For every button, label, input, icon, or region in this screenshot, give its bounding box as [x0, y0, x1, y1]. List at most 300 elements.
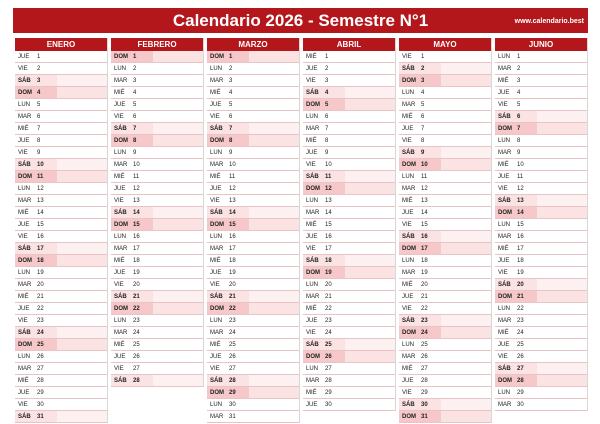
day-row: [399, 387, 491, 399]
weekday-label: DOM: [495, 207, 517, 218]
note-space: [345, 231, 395, 242]
day-number: 19: [325, 267, 345, 278]
weekday-label: MIÉ: [114, 258, 125, 264]
weekday-label: SÁB: [15, 75, 37, 86]
note-space: [153, 195, 203, 206]
note-space: [537, 207, 587, 218]
weekday-label: LUN: [114, 150, 127, 156]
weekday-label: DOM: [15, 87, 37, 98]
weekday-label: MAR: [210, 330, 224, 336]
weekday-label: LUN: [210, 402, 223, 408]
day-number: 6: [133, 114, 137, 120]
day-row: [207, 291, 299, 303]
day-number: 2: [37, 66, 41, 72]
note-space: [441, 327, 491, 338]
day-row: [207, 183, 299, 195]
day-row: [495, 171, 587, 183]
day-row: [207, 99, 299, 111]
day-number: 26: [229, 354, 236, 360]
weekday-label: LUN: [18, 102, 31, 108]
note-space: [345, 123, 395, 134]
weekday-label: SÁB: [399, 399, 421, 410]
day-number: 12: [421, 186, 428, 192]
day-number: 11: [421, 174, 428, 180]
day-number: 28: [229, 375, 249, 386]
weekday-label: MAR: [402, 186, 416, 192]
day-number: 22: [421, 306, 428, 312]
day-row: [15, 99, 107, 111]
day-row: [207, 303, 299, 315]
day-row: [399, 267, 491, 279]
weekday-label: MIÉ: [306, 222, 317, 228]
day-row: [399, 327, 491, 339]
day-number: 10: [133, 162, 140, 168]
day-number: 19: [517, 270, 524, 276]
day-number: 9: [229, 150, 233, 156]
weekday-label: MIÉ: [18, 378, 29, 384]
day-number: 3: [325, 78, 329, 84]
day-row: [15, 63, 107, 75]
month-column-enero: [15, 38, 108, 423]
day-row: [15, 159, 107, 171]
note-space: [441, 183, 491, 194]
day-number: 20: [229, 282, 236, 288]
note-space: [345, 267, 395, 278]
day-number: 3: [229, 78, 233, 84]
note-space: [537, 351, 587, 362]
note-space: [57, 267, 107, 278]
day-row: [495, 399, 587, 411]
weekday-label: VIE: [498, 186, 508, 192]
day-number: 4: [517, 90, 521, 96]
note-space: [537, 195, 587, 206]
weekday-label: MIÉ: [498, 330, 509, 336]
day-row: [207, 363, 299, 375]
day-number: 19: [133, 270, 140, 276]
day-row: [111, 351, 203, 363]
weekday-label: MAR: [210, 414, 224, 420]
day-row: [15, 279, 107, 291]
weekday-label: LUN: [402, 342, 415, 348]
day-number: 26: [325, 351, 345, 362]
weekday-label: JUE: [402, 378, 414, 384]
day-number: 12: [229, 186, 236, 192]
day-number: 13: [325, 198, 332, 204]
note-space: [57, 351, 107, 362]
weekday-label: MAR: [18, 282, 32, 288]
day-number: 24: [133, 330, 140, 336]
day-number: 1: [325, 54, 329, 60]
weekday-label: DOM: [111, 51, 133, 62]
note-space: [537, 111, 587, 122]
weekday-label: JUE: [306, 150, 318, 156]
day-number: 2: [325, 66, 329, 72]
day-row: [399, 111, 491, 123]
note-space: [153, 63, 203, 74]
day-row: [111, 231, 203, 243]
weekday-label: LUN: [306, 282, 319, 288]
day-number: 16: [133, 234, 140, 240]
day-row: [15, 291, 107, 303]
note-space: [441, 87, 491, 98]
day-number: 31: [229, 414, 236, 420]
note-space: [345, 135, 395, 146]
day-row: [111, 195, 203, 207]
weekday-label: SÁB: [303, 87, 325, 98]
note-space: [537, 327, 587, 338]
day-row: [399, 375, 491, 387]
day-number: 27: [325, 366, 332, 372]
day-number: 4: [325, 87, 345, 98]
note-space: [57, 255, 107, 266]
day-number: 1: [229, 51, 249, 62]
day-row: [399, 183, 491, 195]
day-number: 16: [421, 231, 441, 242]
weekday-label: MIÉ: [18, 126, 29, 132]
weekday-label: VIE: [114, 282, 124, 288]
weekday-label: JUE: [498, 342, 510, 348]
day-row: [399, 75, 491, 87]
day-row: [15, 363, 107, 375]
weekday-label: SÁB: [303, 339, 325, 350]
day-number: 24: [229, 330, 236, 336]
weekday-label: LUN: [498, 306, 511, 312]
day-number: 28: [37, 378, 44, 384]
day-number: 24: [421, 327, 441, 338]
note-space: [345, 159, 395, 170]
weekday-label: MIÉ: [402, 282, 413, 288]
weekday-label: VIE: [210, 114, 220, 120]
note-space: [57, 399, 107, 410]
day-number: 21: [517, 291, 537, 302]
day-row: [111, 243, 203, 255]
day-row: [495, 267, 587, 279]
day-row: [495, 255, 587, 267]
weekday-label: LUN: [18, 186, 31, 192]
day-number: 17: [229, 246, 236, 252]
weekday-label: MAR: [210, 162, 224, 168]
month-column-febrero: [111, 38, 204, 387]
month-header: MARZO: [207, 38, 299, 51]
note-space: [57, 111, 107, 122]
day-number: 2: [517, 66, 521, 72]
day-row: [207, 51, 299, 63]
day-number: 12: [133, 186, 140, 192]
day-number: 11: [37, 171, 57, 182]
note-space: [57, 51, 107, 62]
day-row: [399, 123, 491, 135]
weekday-label: MAR: [402, 102, 416, 108]
weekday-label: MIÉ: [210, 342, 221, 348]
note-space: [345, 111, 395, 122]
day-number: 18: [133, 258, 140, 264]
weekday-label: LUN: [114, 66, 127, 72]
weekday-label: MAR: [114, 78, 128, 84]
day-row: [303, 111, 395, 123]
note-space: [57, 387, 107, 398]
day-row: [15, 147, 107, 159]
day-row: [111, 171, 203, 183]
note-space: [345, 183, 395, 194]
weekday-label: DOM: [303, 351, 325, 362]
day-row: [15, 135, 107, 147]
weekday-label: JUE: [402, 294, 414, 300]
note-space: [441, 375, 491, 386]
day-number: 25: [37, 339, 57, 350]
day-row: [303, 135, 395, 147]
day-number: 22: [517, 306, 524, 312]
day-row: [399, 207, 491, 219]
weekday-label: JUE: [210, 102, 222, 108]
day-row: [111, 267, 203, 279]
note-space: [57, 159, 107, 170]
day-row: [111, 339, 203, 351]
day-number: 13: [421, 198, 428, 204]
month-column-abril: [303, 38, 396, 411]
day-number: 12: [517, 186, 524, 192]
note-space: [153, 75, 203, 86]
note-space: [537, 363, 587, 374]
day-row: [399, 51, 491, 63]
weekday-label: DOM: [303, 267, 325, 278]
note-space: [249, 363, 299, 374]
day-row: [207, 135, 299, 147]
weekday-label: DOM: [207, 303, 229, 314]
note-space: [441, 231, 491, 242]
weekday-label: DOM: [15, 255, 37, 266]
day-number: 25: [133, 342, 140, 348]
day-number: 8: [229, 135, 249, 146]
day-number: 9: [37, 150, 41, 156]
note-space: [441, 279, 491, 290]
note-space: [345, 219, 395, 230]
day-number: 20: [517, 279, 537, 290]
day-row: [207, 243, 299, 255]
note-space: [57, 135, 107, 146]
day-number: 4: [421, 90, 425, 96]
note-space: [537, 315, 587, 326]
note-space: [249, 207, 299, 218]
note-space: [441, 159, 491, 170]
day-row: [15, 375, 107, 387]
weekday-label: JUE: [210, 186, 222, 192]
weekday-label: VIE: [306, 330, 316, 336]
weekday-label: VIE: [402, 390, 412, 396]
weekday-label: SÁB: [495, 111, 517, 122]
day-number: 31: [421, 411, 441, 422]
day-number: 21: [325, 294, 332, 300]
day-number: 2: [133, 66, 137, 72]
day-number: 2: [229, 66, 233, 72]
day-row: [495, 87, 587, 99]
month-header: MAYO: [399, 38, 491, 51]
note-space: [153, 267, 203, 278]
day-number: 23: [229, 318, 236, 324]
months-grid: [15, 38, 587, 420]
note-space: [57, 363, 107, 374]
note-space: [345, 75, 395, 86]
day-row: [303, 339, 395, 351]
note-space: [537, 219, 587, 230]
day-row: [495, 351, 587, 363]
weekday-label: VIE: [306, 162, 316, 168]
weekday-label: JUE: [18, 138, 30, 144]
day-number: 28: [517, 375, 537, 386]
weekday-label: MAR: [498, 66, 512, 72]
note-space: [249, 351, 299, 362]
day-number: 3: [421, 75, 441, 86]
note-space: [441, 51, 491, 62]
weekday-label: JUE: [18, 54, 30, 60]
day-row: [111, 363, 203, 375]
day-number: 22: [37, 306, 44, 312]
note-space: [345, 399, 395, 410]
day-number: 1: [133, 51, 153, 62]
weekday-label: SÁB: [303, 171, 325, 182]
weekday-label: SÁB: [15, 243, 37, 254]
day-row: [15, 75, 107, 87]
day-number: 18: [229, 258, 236, 264]
weekday-label: MAR: [114, 330, 128, 336]
day-number: 4: [133, 90, 137, 96]
weekday-label: LUN: [402, 258, 415, 264]
note-space: [57, 315, 107, 326]
weekday-label: SÁB: [207, 291, 229, 302]
weekday-label: JUE: [402, 210, 414, 216]
day-number: 10: [421, 159, 441, 170]
weekday-label: VIE: [18, 150, 28, 156]
day-number: 7: [229, 123, 249, 134]
day-row: [303, 279, 395, 291]
note-space: [57, 291, 107, 302]
weekday-label: LUN: [306, 198, 319, 204]
note-space: [441, 363, 491, 374]
day-row: [303, 327, 395, 339]
weekday-label: MIÉ: [18, 294, 29, 300]
day-number: 22: [133, 303, 153, 314]
weekday-label: SÁB: [399, 147, 421, 158]
day-row: [207, 123, 299, 135]
website-link[interactable]: www.calendario.best: [514, 18, 584, 25]
day-number: 20: [37, 282, 44, 288]
day-number: 8: [517, 138, 521, 144]
note-space: [345, 375, 395, 386]
day-row: [207, 279, 299, 291]
day-number: 30: [37, 402, 44, 408]
day-number: 14: [421, 210, 428, 216]
note-space: [441, 399, 491, 410]
day-row: [303, 243, 395, 255]
day-row: [495, 159, 587, 171]
day-row: [15, 171, 107, 183]
day-number: 7: [133, 123, 153, 134]
note-space: [249, 291, 299, 302]
month-column-marzo: [207, 38, 300, 423]
day-row: [111, 75, 203, 87]
weekday-label: JUE: [18, 390, 30, 396]
weekday-label: LUN: [306, 114, 319, 120]
page-title: Calendario 2026 - Semestre N°1: [172, 11, 429, 30]
day-row: [399, 135, 491, 147]
day-row: [303, 231, 395, 243]
weekday-label: MAR: [306, 378, 320, 384]
day-number: 25: [517, 342, 524, 348]
day-number: 28: [421, 378, 428, 384]
weekday-label: MAR: [306, 210, 320, 216]
day-number: 9: [325, 150, 329, 156]
day-row: [15, 111, 107, 123]
weekday-label: MAR: [18, 366, 32, 372]
day-row: [303, 375, 395, 387]
weekday-label: VIE: [498, 354, 508, 360]
day-row: [111, 159, 203, 171]
note-space: [153, 339, 203, 350]
weekday-label: VIE: [402, 54, 412, 60]
note-space: [249, 75, 299, 86]
weekday-label: MIÉ: [498, 246, 509, 252]
day-row: [303, 51, 395, 63]
day-number: 15: [421, 222, 428, 228]
day-number: 15: [229, 219, 249, 230]
day-number: 5: [229, 102, 233, 108]
day-number: 7: [325, 126, 329, 132]
weekday-label: MAR: [498, 402, 512, 408]
day-number: 10: [325, 162, 332, 168]
day-row: [15, 351, 107, 363]
day-number: 6: [325, 114, 329, 120]
day-row: [111, 111, 203, 123]
weekday-label: JUE: [498, 90, 510, 96]
note-space: [249, 87, 299, 98]
day-number: 23: [133, 318, 140, 324]
weekday-label: DOM: [399, 243, 421, 254]
day-number: 26: [133, 354, 140, 360]
weekday-label: LUN: [210, 318, 223, 324]
day-row: [207, 399, 299, 411]
day-row: [399, 231, 491, 243]
day-row: [207, 231, 299, 243]
day-number: 27: [133, 366, 140, 372]
day-row: [207, 87, 299, 99]
note-space: [153, 327, 203, 338]
day-number: 27: [37, 366, 44, 372]
day-row: [303, 87, 395, 99]
note-space: [537, 87, 587, 98]
note-space: [57, 87, 107, 98]
note-space: [249, 135, 299, 146]
note-space: [249, 387, 299, 398]
day-row: [303, 207, 395, 219]
note-space: [345, 279, 395, 290]
day-number: 14: [517, 207, 537, 218]
note-space: [57, 207, 107, 218]
day-row: [111, 219, 203, 231]
note-space: [345, 351, 395, 362]
weekday-label: MAR: [18, 114, 32, 120]
weekday-label: MIÉ: [402, 366, 413, 372]
weekday-label: LUN: [402, 174, 415, 180]
note-space: [249, 231, 299, 242]
day-row: [303, 363, 395, 375]
weekday-label: LUN: [498, 138, 511, 144]
weekday-label: DOM: [495, 123, 517, 134]
note-space: [57, 147, 107, 158]
day-number: 10: [229, 162, 236, 168]
day-row: [495, 207, 587, 219]
day-number: 23: [37, 318, 44, 324]
day-row: [207, 327, 299, 339]
day-number: 4: [37, 87, 57, 98]
